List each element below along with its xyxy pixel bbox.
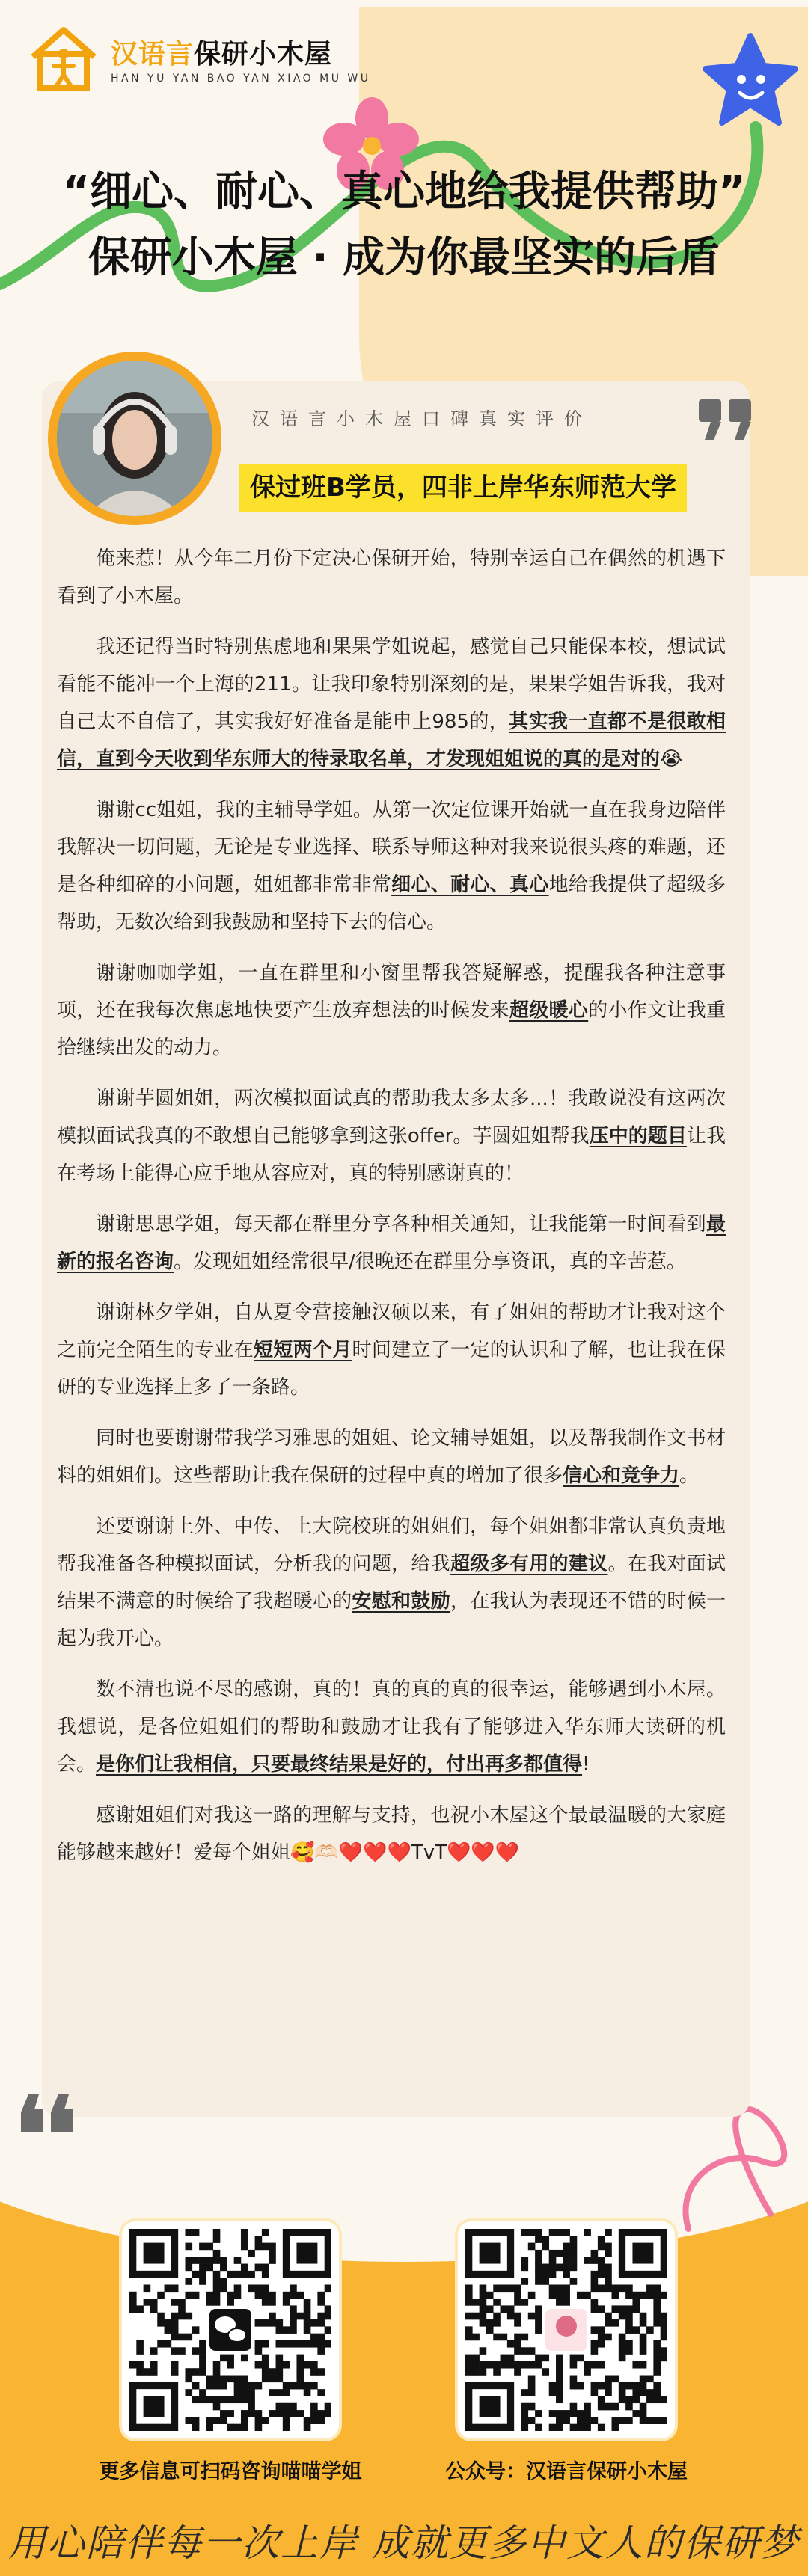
qr-code-image	[465, 2229, 667, 2431]
student-tag: 保过班B学员，四非上岸华东师范大学	[239, 464, 687, 512]
review-paragraph	[57, 1294, 726, 1406]
paragraph-text: 感谢姐姐们对我这一路的理解与支持，也祝小木屋这个最最温暖的大家庭能够越来越好！爱每个姐姐🥰🫶🏻❤️❤️❤️TvT❤️❤️❤️	[57, 1804, 726, 1864]
brand-name-part2: 保研小木屋	[194, 38, 333, 70]
highlighted-text: 压中的题目	[589, 1125, 687, 1147]
qr-right-label: 公众号：汉语言保研小木屋	[445, 2460, 688, 2483]
paragraph-text: 。发现姐姐经常很早/很晚还在群里分享资讯，真的辛苦惹。	[174, 1251, 686, 1273]
review-paragraph	[57, 1508, 726, 1657]
paragraph-text: 的小作文让我重拾继续出发的动力。	[57, 999, 726, 1059]
review-paragraph	[57, 791, 726, 941]
highlighted-text: 细心、耐心、真心	[391, 874, 549, 896]
review-paragraph	[57, 540, 726, 615]
headline-quote: “细心、耐心、真心地给我提供帮助”	[62, 168, 746, 216]
brand-name	[111, 33, 371, 71]
brand-name-en: HAN YU YAN BAO YAN XIAO MU WU	[111, 72, 371, 85]
brand-name-part1: 汉语言	[111, 38, 195, 70]
highlighted-text: 其实我一直都不是很敢相信，直到今天收到华东师大的待录取名单，才发现姐姐说的真的是对的	[57, 711, 726, 770]
card-title: 汉语言小木屋口碑真实评价	[251, 408, 593, 429]
paragraph-text: 谢谢cc姐姐，我的主辅导学姐。从第一次定位课开始就一直在我身边陪伴我解决一切问题，无论是专业选择、联系导师这种对我来说很头疼的难题，还是各种细碎的小问题，姐姐都非常非常	[57, 799, 726, 896]
qr-left-label: 更多信息可扫码咨询喵喵学姐	[99, 2460, 362, 2483]
quote-mark-icon	[696, 395, 756, 443]
highlighted-text: 信心和竞争力	[563, 1465, 680, 1487]
smiling-star-icon	[700, 30, 801, 131]
paragraph-text: 谢谢咖咖学姐，一直在群里和小窗里帮我答疑解惑，提醒我各种注意事项，还在我每次焦虑地快要产生放弃想法的时候发来	[57, 962, 726, 1022]
quote-mark-icon	[18, 2087, 85, 2139]
avatar	[48, 352, 221, 525]
review-paragraph	[57, 1206, 726, 1281]
paragraph-text: 数不清也说不尽的感谢，真的！真的真的真的很幸运，能够遇到小木屋。我想说，是各位姐姐们的帮助和鼓励才让我有了能够进入华东师大读研的机会。	[57, 1678, 726, 1776]
review-paragraph	[57, 1420, 726, 1494]
paragraph-text: 。在我对面试结果不满意的时候给了我超暖心的	[57, 1553, 726, 1613]
footer-slogan: 用心陪伴每一次上岸 成就更多中文人的保研梦	[8, 2521, 800, 2565]
paragraph-text: 😭	[660, 748, 683, 770]
highlighted-text: 最新的报名咨询	[57, 1213, 726, 1273]
paragraph-text: 我还记得当时特别焦虑地和果果学姐说起，感觉自己只能保本校，想试试看能不能冲一个上海的211。让我印象特别深刻的是，果果学姐告诉我，我对自己太不自信了，其实我好好准备是能申上985的，	[57, 636, 726, 733]
paragraph-text: 谢谢芋圆姐姐，两次模拟面试真的帮助我太多太多...！我敢说没有这两次模拟面试我真的不敢想自己能够拿到这张offer。芋圆姐姐帮我	[57, 1088, 726, 1147]
paragraph-text: 俺来惹！从今年二月份下定决心保研开始，特别幸运自己在偶然的机遇下看到了小木屋。	[57, 548, 726, 607]
review-paragraph	[57, 628, 726, 778]
paragraph-text: 地给我提供了超级多帮助，无数次给到我鼓励和坚持下去的信心。	[57, 874, 726, 933]
qr-code-consult[interactable]	[122, 2221, 339, 2438]
brand-badge-icon	[544, 2307, 589, 2352]
paragraph-text: 谢谢林夕学姐，自从夏令营接触汉硕以来，有了姐姐的帮助才让我对这个之前完全陌生的专业在	[57, 1301, 726, 1361]
review-paragraph	[57, 1080, 726, 1192]
review-paragraph	[57, 1671, 726, 1783]
review-paragraph	[57, 954, 726, 1067]
qr-code-image	[129, 2229, 331, 2431]
paragraph-text: !	[582, 1753, 590, 1776]
review-paragraph	[57, 1797, 726, 1871]
highlighted-text: 超级暖心	[509, 999, 589, 1022]
highlighted-text: 安慰和鼓励	[352, 1590, 451, 1613]
highlighted-text: 是你们让我相信，只要最终结果是好的，付出再多都值得	[96, 1753, 583, 1776]
headline-subtitle: 保研小木屋 · 成为你最坚实的后盾	[88, 233, 720, 282]
paragraph-text: ，在我认为表现还不错的时候一起为我开心。	[57, 1590, 726, 1650]
highlighted-text: 短短两个月	[254, 1339, 352, 1361]
paragraph-text: 谢谢思思学姐，每天都在群里分享各种相关通知，让我能第一时间看到	[96, 1213, 706, 1236]
review-text	[57, 540, 726, 1885]
brand-logo	[27, 24, 371, 93]
paragraph-text: 时间建立了一定的认识和了解，也让我在保研的专业选择上多了一条路。	[57, 1339, 726, 1399]
paragraph-text: 还要谢谢上外、中传、上大院校班的姐姐们，每个姐姐都非常认真负责地帮我准备各种模拟面试，分析我的问题，给我	[57, 1515, 726, 1575]
paragraph-text: 让我在考场上能得心应手地从容应对，真的特别感谢真的！	[57, 1125, 726, 1185]
wechat-icon	[208, 2307, 253, 2352]
house-person-logo-icon	[27, 24, 100, 93]
paragraph-text: 。	[679, 1465, 700, 1487]
paragraph-text: 同时也要谢谢带我学习雅思的姐姐、论文辅导姐姐，以及帮我制作文书材料的姐姐们。这些帮助让我在保研的过程中真的增加了很多	[57, 1427, 726, 1487]
student-portrait-image	[57, 361, 212, 516]
highlighted-text: 超级多有用的建议	[450, 1553, 608, 1575]
qr-code-official-account[interactable]	[458, 2221, 675, 2438]
